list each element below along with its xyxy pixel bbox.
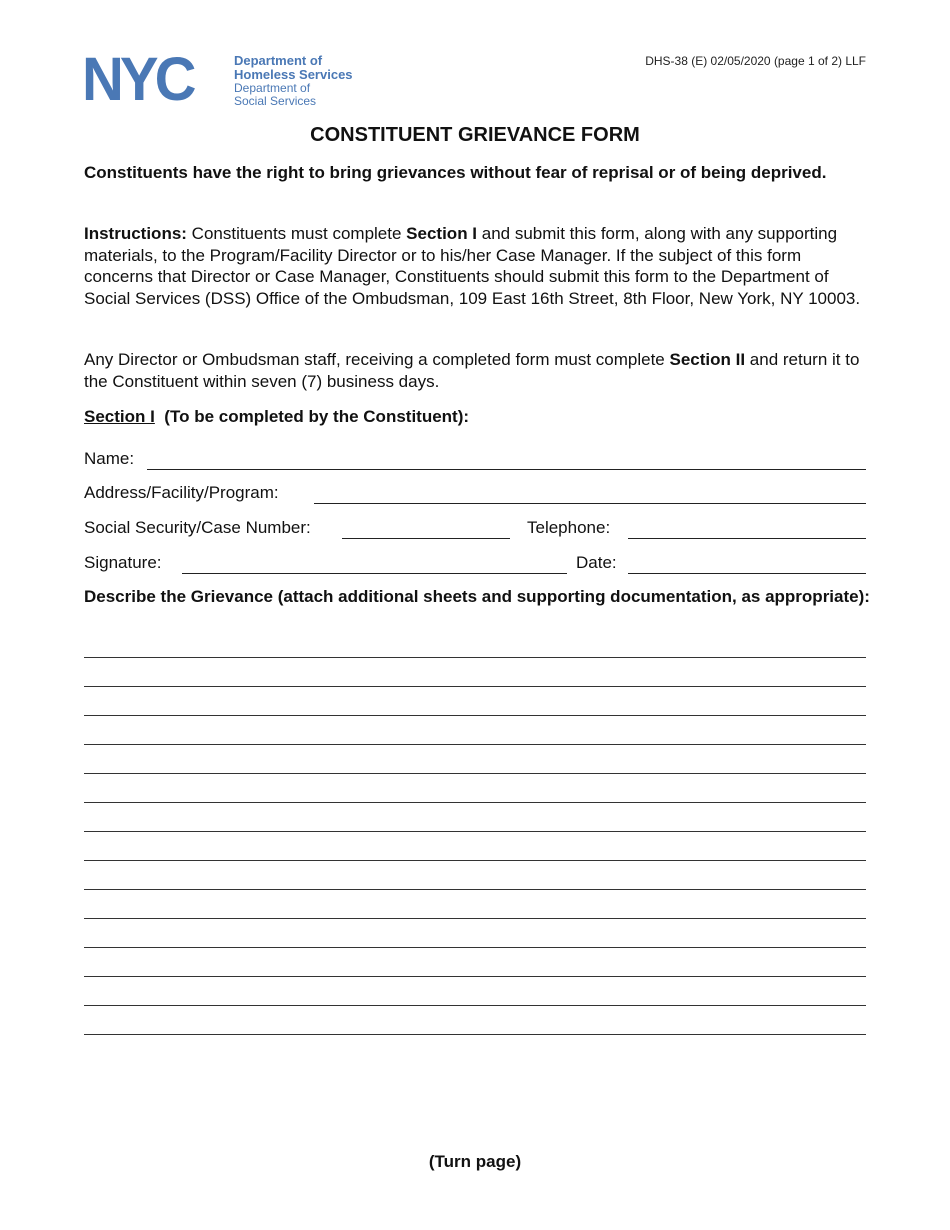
grievance-line[interactable] [84, 715, 866, 716]
grievance-line[interactable] [84, 744, 866, 745]
section-1-heading [84, 407, 469, 427]
date-field[interactable] [628, 573, 866, 574]
grievance-line[interactable] [84, 802, 866, 803]
agency-name [234, 54, 353, 107]
form-id: DHS-38 (E) 02/05/2020 (page 1 of 2) LLF [645, 54, 866, 68]
grievance-line[interactable] [84, 860, 866, 861]
grievance-line[interactable] [84, 889, 866, 890]
grievance-line[interactable] [84, 831, 866, 832]
telephone-field[interactable] [628, 538, 866, 539]
nyc-logo-letters: NYC [82, 45, 193, 114]
grievance-line[interactable] [84, 947, 866, 948]
grievance-line[interactable] [84, 657, 866, 658]
instructions-paragraph [84, 223, 874, 309]
grievance-line[interactable] [84, 976, 866, 977]
instructions-text-1: Constituents must complete [186, 224, 407, 243]
signature-field[interactable] [182, 573, 567, 574]
turn-page-note: (Turn page) [428, 1152, 522, 1171]
section-1-subtitle: (To be completed by the Constituent): [154, 407, 470, 426]
grievance-line[interactable] [84, 1034, 866, 1035]
case-number-field[interactable] [342, 538, 510, 539]
page-title: CONSTITUENT GRIEVANCE FORM [310, 124, 640, 146]
rights-statement: Constituents have the right to bring grievances without fear of reprisal or of being deprived. [84, 163, 827, 182]
section-1-label: Section I [84, 407, 155, 426]
grievance-line[interactable] [84, 918, 866, 919]
director-note-text-2: and return it to the Constituent within seven (7) business days. [84, 350, 860, 391]
signature-label: Signature: [84, 553, 162, 572]
instructions-text-2: and submit this form, along with any supporting materials, to the Program/Facility Director or to his/her Case Manager. If the subject of this form concerns that Director or Case Manager, Constituents should submit this form to the Department of Social Services (DSS) Office of the Ombudsman, 109 East 16th Street, 8th Floor, New York, NY 10003. [84, 224, 861, 308]
grievance-line[interactable] [84, 773, 866, 774]
address-field[interactable] [314, 503, 866, 504]
address-label: Address/Facility/Program: [84, 483, 279, 502]
grievance-line[interactable] [84, 1005, 866, 1006]
instructions-section-ref: Section I [406, 224, 478, 243]
agency-line-2: Homeless Services [234, 67, 353, 82]
director-note-paragraph [84, 349, 874, 392]
instructions-label: Instructions: [84, 224, 187, 243]
grievance-description-label: Describe the Grievance (attach additional sheets and supporting documentation, as appropriate): [84, 587, 870, 606]
agency-line-1: Department of [234, 53, 323, 68]
director-note-text-1: Any Director or Ombudsman staff, receiving a completed form must complete [84, 350, 670, 369]
case-number-label: Social Security/Case Number: [84, 518, 311, 537]
name-label: Name: [84, 449, 135, 468]
director-note-section-ref: Section II [669, 350, 746, 369]
telephone-label: Telephone: [527, 518, 611, 537]
grievance-line[interactable] [84, 686, 866, 687]
agency-line-3: Department of [234, 81, 311, 95]
agency-line-4: Social Services [234, 93, 317, 108]
name-field[interactable] [147, 469, 866, 470]
nyc-logo [82, 45, 372, 114]
date-label: Date: [576, 553, 617, 572]
